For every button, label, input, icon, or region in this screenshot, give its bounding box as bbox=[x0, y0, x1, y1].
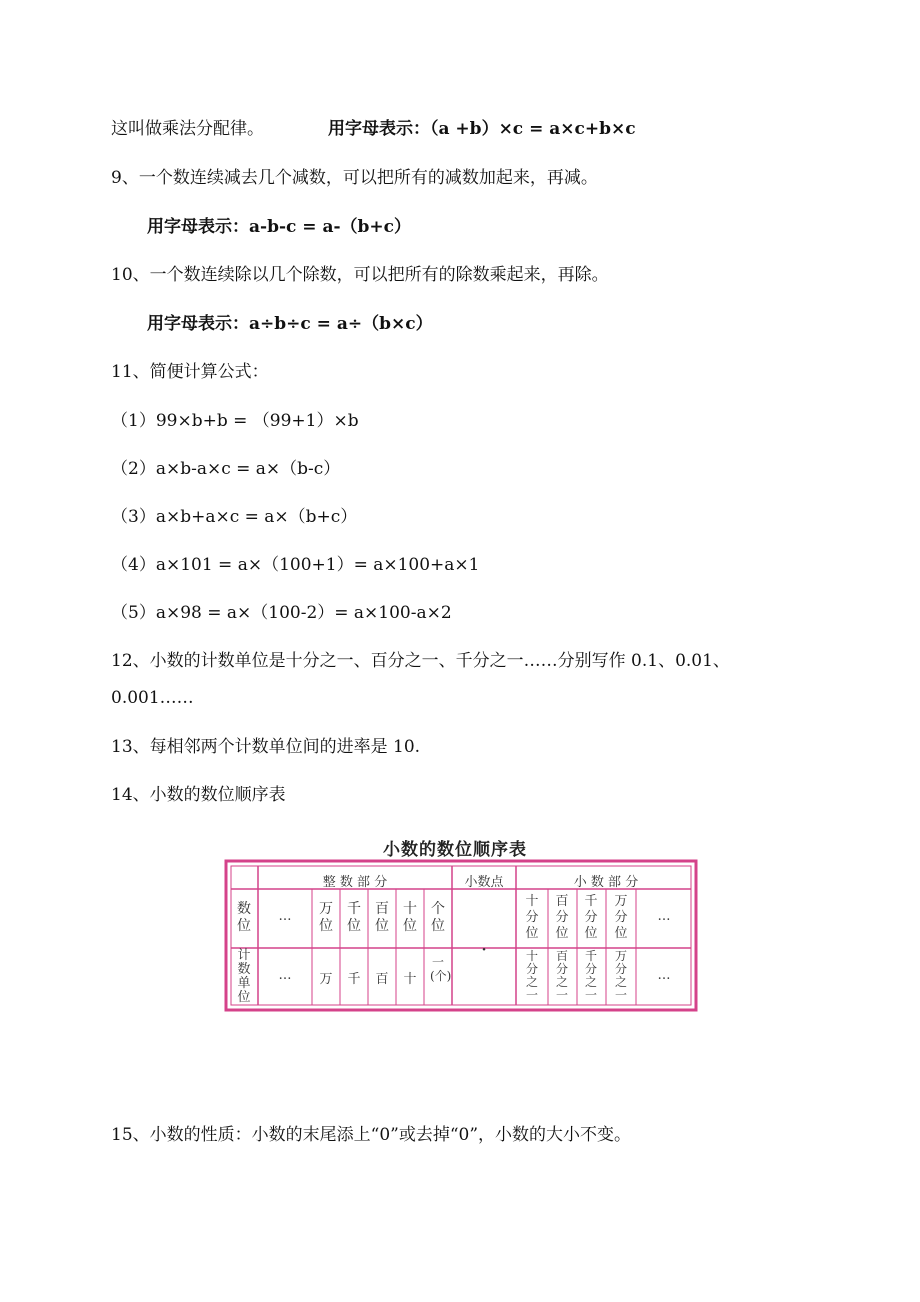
int-unit-5: 一(个) bbox=[430, 955, 452, 983]
int-unit-1: 万 bbox=[319, 972, 333, 987]
formula-3: （3）a×b+a×c = a×（b+c） bbox=[111, 507, 358, 527]
item-12-text: 12、小数的计数单位是十分之一、百分之一、千分之一……分别写作 0.1、0.01、 bbox=[111, 651, 730, 671]
ellipsis-place-dec: … bbox=[657, 909, 671, 924]
formula-5: （5）a×98 = a×（100-2）= a×100-a×2 bbox=[111, 603, 452, 623]
int-unit-3: 百 bbox=[375, 972, 389, 987]
int-place-5: 个位 bbox=[431, 901, 445, 934]
ellipsis-unit-int: … bbox=[278, 968, 292, 983]
int-place-2: 千位 bbox=[347, 901, 361, 934]
int-unit-2: 千 bbox=[347, 972, 361, 987]
header-integer-part: 整 数 部 分 bbox=[322, 875, 388, 890]
table-title: 小数的数位顺序表 bbox=[383, 840, 527, 860]
dec-unit-2: 百分之一 bbox=[555, 949, 568, 1002]
dec-unit-4: 万分之一 bbox=[614, 949, 627, 1002]
dec-unit-3: 千分之一 bbox=[584, 949, 597, 1002]
header-decimal-part: 小 数 部 分 bbox=[573, 875, 639, 890]
distributive-law-formula: 用字母表示：（a +b）×c = a×c+b×c bbox=[328, 119, 636, 139]
dec-place-4: 万分位 bbox=[614, 894, 628, 941]
distributive-law-text: 这叫做乘法分配律。 bbox=[111, 119, 264, 139]
item-9-text: 9、一个数连续减去几个减数，可以把所有的减数加起来，再减。 bbox=[111, 168, 598, 188]
text-line-8 bbox=[111, 118, 636, 140]
ellipsis-place-int: … bbox=[278, 909, 292, 924]
row-label-unit: 计数单位 bbox=[237, 948, 251, 1005]
row-label-place: 数位 bbox=[237, 901, 251, 934]
dec-place-1: 十分位 bbox=[525, 894, 539, 941]
ellipsis-unit-dec: … bbox=[657, 968, 671, 983]
decimal-place-value-table bbox=[200, 825, 710, 1025]
dec-unit-1: 十分之一 bbox=[525, 949, 538, 1002]
dec-place-3: 千分位 bbox=[584, 894, 598, 941]
item-10-formula: 用字母表示：a÷b÷c = a÷（b×c） bbox=[147, 314, 433, 334]
item-9-formula: 用字母表示：a-b-c = a-（b+c） bbox=[147, 217, 411, 237]
int-place-1: 万位 bbox=[319, 901, 333, 934]
item-12-continuation: 0.001…… bbox=[111, 688, 194, 708]
item-14-text: 14、小数的数位顺序表 bbox=[111, 785, 286, 805]
dec-place-2: 百分位 bbox=[555, 894, 569, 941]
int-place-3: 百位 bbox=[375, 901, 389, 934]
int-unit-4: 十 bbox=[403, 972, 417, 987]
int-place-4: 十位 bbox=[403, 901, 417, 934]
formula-1: （1）99×b+b = （99+1）×b bbox=[111, 411, 359, 431]
item-15-text: 15、小数的性质：小数的末尾添上“0”或去掉“0”，小数的大小不变。 bbox=[111, 1125, 632, 1145]
item-10-text: 10、一个数连续除以几个除数，可以把所有的除数乘起来，再除。 bbox=[111, 265, 609, 285]
decimal-point-mark: · bbox=[480, 937, 488, 961]
header-decimal-point: 小数点 bbox=[464, 875, 504, 890]
formula-2: （2）a×b-a×c = a×（b-c） bbox=[111, 459, 341, 479]
item-11-text: 11、简便计算公式： bbox=[111, 362, 269, 382]
item-13-text: 13、每相邻两个计数单位间的进率是 10. bbox=[111, 737, 421, 757]
formula-4: （4）a×101 = a×（100+1）= a×100+a×1 bbox=[111, 555, 480, 575]
table-grid bbox=[200, 825, 710, 1025]
